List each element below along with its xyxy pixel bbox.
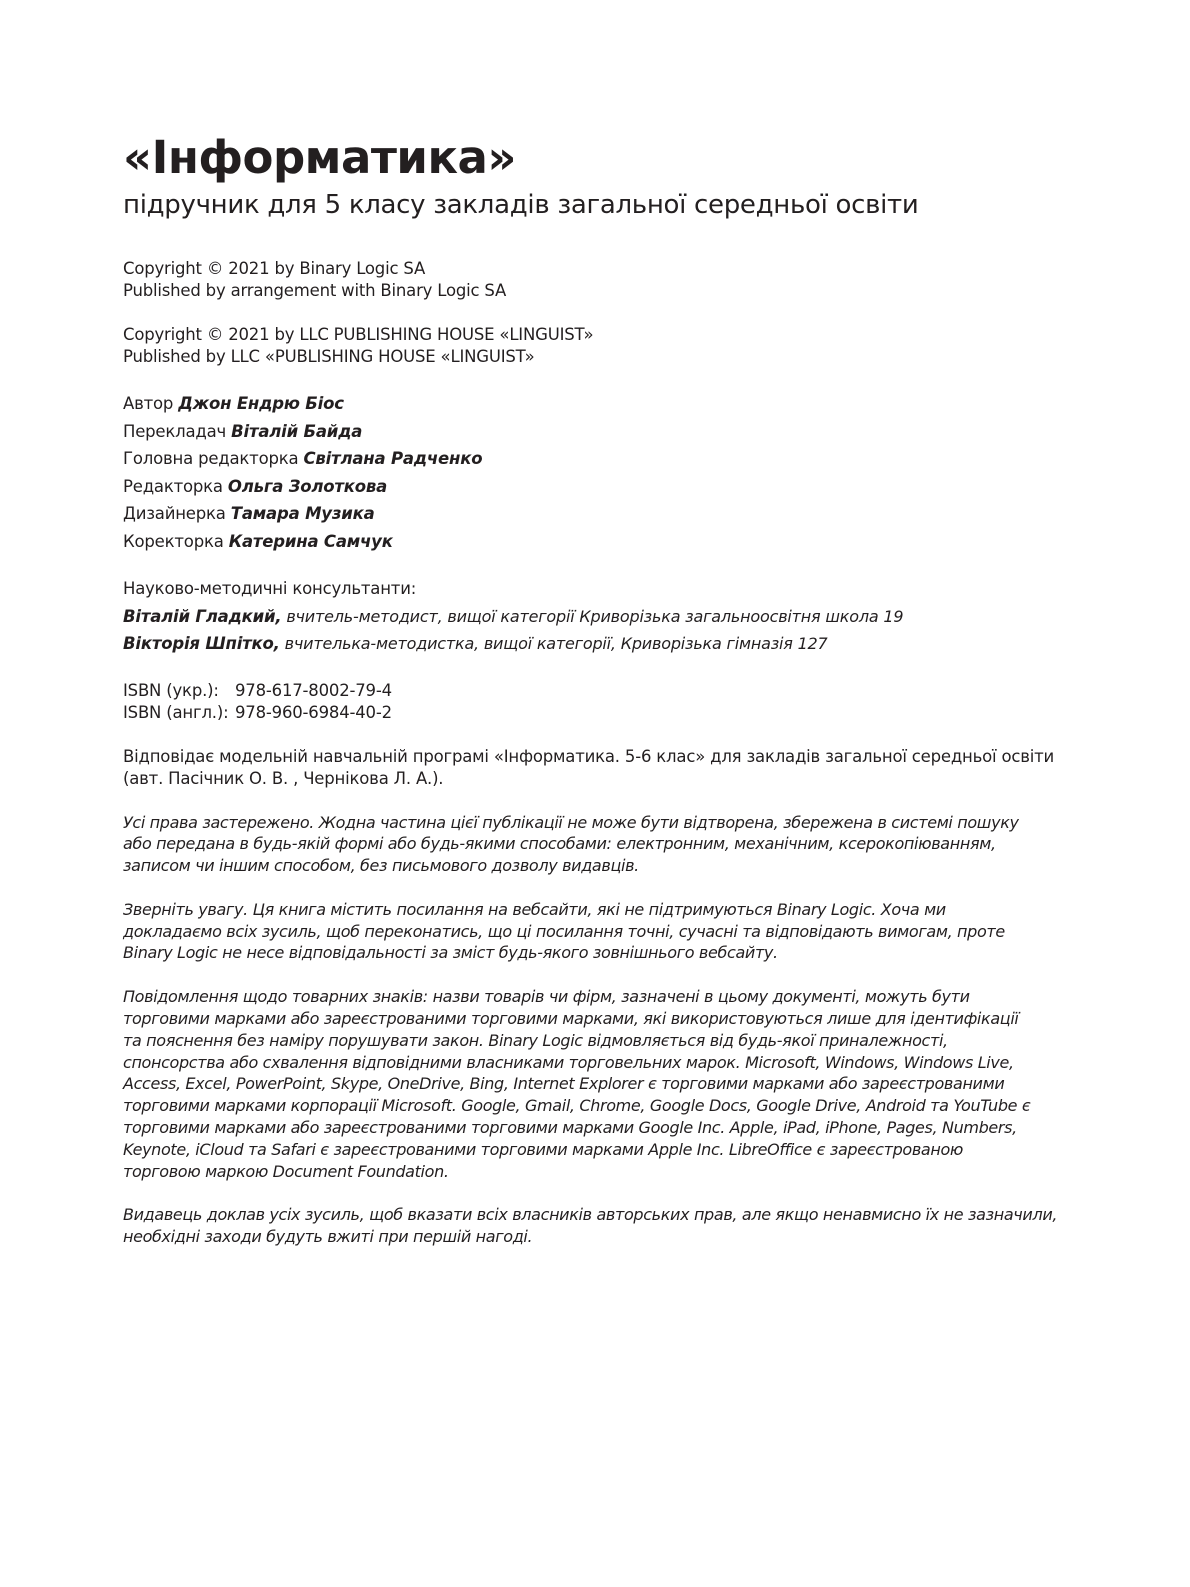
copyright-page [123, 128, 1083, 1248]
program-compliance [123, 746, 1083, 790]
isbn-row [123, 680, 1083, 702]
credit-row [123, 500, 1083, 528]
credit-role: Автор [123, 394, 179, 413]
isbn-value: 978-617-8002-79-4 [235, 680, 392, 700]
copyright-original [123, 258, 1083, 302]
program-line: Відповідає модельній навчальній програмі «Інформатика. 5-6 клас» для закладів загальної середньої освіти [123, 746, 1055, 766]
notice-line: або передана в будь-якій формі або будь-якими способами: електронним, механічним, ксерокопіюванням, [123, 834, 996, 854]
consultant-detail: вчитель-методист, вищої категорії Криворізька загальноосвітня школа 19 [281, 606, 904, 626]
notice-line: записом чи іншим способом, без письмового дозволу видавців. [123, 856, 639, 876]
credit-role: Коректорка [123, 531, 229, 551]
notice-line: Видавець доклав усіх зусиль, щоб вказати всіх власників авторських прав, але якщо ненавмисно їх не зазначили, [123, 1205, 1058, 1225]
isbn-label: ISBN (англ.): [123, 702, 229, 722]
isbn-value: 978-960-6984-40-2 [235, 702, 392, 722]
isbn-row [123, 702, 1083, 724]
credit-name: Катерина Самчук [228, 531, 393, 551]
notice-line: Повідомлення щодо товарних знаків: назви товарів чи фірм, зазначені в цьому документі, можуть бути [123, 987, 970, 1007]
credit-row [123, 528, 1083, 556]
credit-name: Джон Ендрю Біос [178, 394, 344, 413]
copyright-local-line: Copyright © 2021 by LLC PUBLISHING HOUSE «LINGUIST» [123, 325, 594, 344]
copyright-original-line: Copyright © 2021 by Binary Logic SA [123, 259, 426, 278]
consultant-name: Віталій Гладкий, [123, 606, 282, 626]
links-notice [123, 899, 1083, 964]
notice-line: спонсорства або схвалення відповідними власниками торговельних марок. Microsoft, Windows, Windows Live, [123, 1052, 1014, 1072]
credit-role: Головна редакторка [123, 449, 304, 468]
program-line: (авт. Пасічник О. В. , Чернікова Л. А.). [123, 768, 444, 788]
consultant-row [123, 603, 1083, 631]
credit-name: Ольга Золоткова [227, 476, 388, 496]
book-subtitle: підручник для 5 класу закладів загальної середньої освіти [123, 190, 919, 220]
notice-line: торговою маркою Document Foundation. [123, 1161, 449, 1181]
notice-line: торговими марками або зареєстрованими торговими марками, які використовуються лише для ідентифікації [123, 1009, 1019, 1029]
notice-line: торговими марками корпорації Microsoft. Google, Gmail, Chrome, Google Docs, Google Drive, Android та YouTube є [123, 1096, 1031, 1116]
notice-line: Усі права застережено. Жодна частина цієї публікації не може бути відтворена, збережена в системі пошуку [123, 812, 1019, 832]
credit-role: Дизайнерка [123, 504, 231, 523]
credit-role: Перекладач [123, 421, 232, 441]
notice-line: Keynote, iCloud та Safari є зареєстрованими торговими марками Apple Inc. LibreOffice є зареєстрованою [123, 1139, 964, 1159]
notice-line: та пояснення без наміру порушувати закон. Binary Logic відмовляється від будь-якої приналежності, [123, 1030, 948, 1050]
consultants-heading: Науково-методичні консультанти: [123, 579, 417, 598]
credit-row [123, 473, 1083, 501]
book-title: «Інформатика» [123, 131, 516, 184]
credit-row [123, 418, 1083, 446]
isbn-label: ISBN (укр.): [123, 680, 219, 700]
credit-name: Тамара Музика [230, 504, 375, 523]
notice-line: Зверніть увагу. Ця книга містить посилання на вебсайти, які не підтримуються Binary Logic. Хоча ми [123, 899, 946, 919]
credit-name: Віталій Байда [231, 421, 363, 441]
copyright-local-line: Published by LLC «PUBLISHING HOUSE «LINGUIST» [123, 347, 535, 366]
consultants-section [123, 575, 1083, 658]
credit-row [123, 390, 1083, 418]
trademarks-notice [123, 986, 1083, 1182]
isbn-block [123, 680, 1083, 724]
credit-role: Редакторка [123, 476, 228, 496]
consultant-row [123, 630, 1083, 658]
notice-line: торговими марками або зареєстрованими торговими марками Google Inc. Apple, iPad, iPhone, Pages, Numbers, [123, 1118, 1017, 1138]
notice-line: Binary Logic не несе відповідальності за зміст будь-якого зовнішнього вебсайту. [123, 943, 778, 963]
copyright-owners-notice [123, 1204, 1083, 1248]
credits-list [123, 390, 1083, 555]
copyright-local [123, 324, 1083, 368]
credit-name: Світлана Радченко [303, 449, 483, 468]
consultant-detail: вчителька-методистка, вищої категорії, Криворізька гімназія 127 [279, 634, 828, 653]
notice-line: необхідні заходи будуть вжиті при першій нагоді. [123, 1227, 533, 1247]
notice-line: докладаємо всіх зусиль, щоб переконатись, що ці посилання точні, сучасні та відповідають вимогам, проте [123, 921, 1005, 941]
notice-line: Access, Excel, PowerPoint, Skype, OneDrive, Bing, Internet Explorer є торговими марками або зареєстрованими [123, 1074, 1005, 1094]
rights-notice [123, 812, 1083, 877]
consultant-name: Вікторія Шпітко, [123, 634, 280, 653]
credit-row [123, 445, 1083, 473]
copyright-original-line: Published by arrangement with Binary Logic SA [123, 281, 507, 300]
